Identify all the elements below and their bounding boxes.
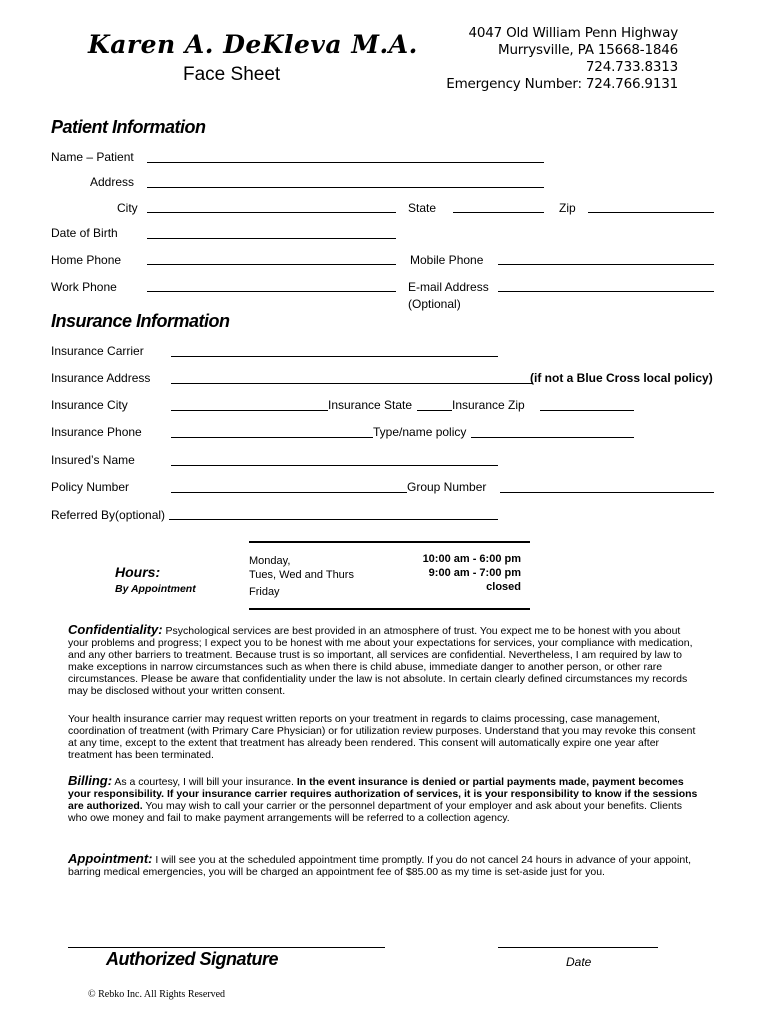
practitioner-name: Karen A. DeKleva M.A. xyxy=(88,30,418,59)
hours-top-rule xyxy=(249,541,530,543)
ins-zip-label: Insurance Zip xyxy=(452,398,525,412)
address-label: Address xyxy=(90,175,135,189)
form-title: Face Sheet xyxy=(183,64,281,85)
hours-days xyxy=(249,554,354,599)
home-phone-label: Home Phone xyxy=(51,253,122,267)
consent-text: Your health insurance carrier may request written reports on your treatment in regards to claims processing, case management, coordination of treatment (with Primary Care Physician) or for utilization review purposes. Understand that you may revoke this consent at any time, except to the extent that treatment has already been rendered. This consent will automatically expire one year after treatment has been terminated. xyxy=(68,713,696,761)
ins-city-label: Insurance City xyxy=(51,398,128,412)
work-phone-field[interactable] xyxy=(147,291,396,292)
referred-by-label: Referred By(optional) xyxy=(51,508,166,522)
billing-text-2: You may wish to call your carrier or the personnel department of your employer and ask about your benefits. Clients who owe money and fail to make payment arrangements will be referred to a collection agency. xyxy=(68,800,682,824)
hours-heading: Hours: xyxy=(115,564,161,580)
ins-address-note: (if not a Blue Cross local policy) xyxy=(530,371,713,385)
copyright-notice: © Rebko Inc. All Rights Reserved xyxy=(88,989,226,1000)
zip-field[interactable] xyxy=(588,212,714,213)
ins-address-field[interactable] xyxy=(171,383,533,384)
day-tue-thu: Tues, Wed and Thurs xyxy=(249,569,354,581)
time-friday: closed xyxy=(486,581,521,593)
carrier-field[interactable] xyxy=(171,356,498,357)
ins-phone-field[interactable] xyxy=(171,437,373,438)
time-tue-thu: 9:00 am - 7:00 pm xyxy=(428,567,521,579)
name-field[interactable] xyxy=(147,162,544,163)
ins-state-label: Insurance State xyxy=(328,398,413,412)
by-appointment: By Appointment xyxy=(115,583,196,595)
day-friday: Friday xyxy=(249,586,280,598)
group-number-label: Group Number xyxy=(407,480,487,494)
signature-label: Authorized Signature xyxy=(106,949,279,969)
dob-label: Date of Birth xyxy=(51,226,118,240)
confidentiality-paragraph xyxy=(68,624,702,697)
confidentiality-heading: Confidentiality: xyxy=(68,622,163,637)
ins-address-label: Insurance Address xyxy=(51,371,151,385)
time-monday: 10:00 am - 6:00 pm xyxy=(422,553,521,565)
work-phone-label: Work Phone xyxy=(51,280,117,294)
email-label: E-mail Address xyxy=(408,280,489,294)
practice-phone: 724.733.8313 xyxy=(585,59,678,75)
carrier-label: Insurance Carrier xyxy=(51,344,144,358)
home-phone-field[interactable] xyxy=(147,264,396,265)
policy-type-label: Type/name policy xyxy=(373,425,467,439)
confidentiality-text: Psychological services are best provided in an atmosphere of trust. You expect me to be honest with you about your problems and progress; I expect you to be honest with me about your expectations for services, your compliance with medication, and any other barriers to treatment. Because trust is so important, all services are confidential. Nevertheless, I am required by law to make exceptions in narrow circumstances such as when there is child abuse, immediate danger to another person, or other rare circumstances. Please be aware that confidentiality under the law is not absolute. In certain clearly defined circumstances my records may be disclosed without your written consent. xyxy=(68,625,693,697)
insured-name-field[interactable] xyxy=(171,465,498,466)
insured-name-label: Insured’s Name xyxy=(51,453,135,467)
date-label: Date xyxy=(566,955,592,969)
hours-bottom-rule xyxy=(249,608,530,610)
email-field[interactable] xyxy=(498,291,714,292)
policy-type-field[interactable] xyxy=(471,437,634,438)
city-field[interactable] xyxy=(147,212,396,213)
address-line-1: 4047 Old William Penn Highway xyxy=(468,25,678,41)
billing-text-1: As a courtesy, I will bill your insurance. xyxy=(112,776,297,788)
policy-number-field[interactable] xyxy=(171,492,407,493)
billing-bold-text: In the event insurance is denied or partial payments made, payment becomes your responsibility. If your insurance carrier requires authorization of services, it is your responsibility to know if the sessions are authorized. xyxy=(68,776,698,812)
dob-field[interactable] xyxy=(147,238,396,239)
email-optional: (Optional) xyxy=(408,297,461,311)
zip-label: Zip xyxy=(559,201,576,215)
ins-state-field[interactable] xyxy=(417,410,452,411)
appointment-text: I will see you at the scheduled appointment time promptly. If you do not cancel 24 hours in advance of your appoint, barring medical emergencies, you will be charged an appointment fee of $85.00 as my time is set-aside just for you. xyxy=(68,854,692,878)
date-field[interactable] xyxy=(498,947,658,948)
address-line-2: Murrysville, PA 15668-1846 xyxy=(498,42,678,58)
name-label: Name – Patient xyxy=(51,150,134,164)
consent-paragraph xyxy=(68,713,702,761)
mobile-phone-field[interactable] xyxy=(498,264,714,265)
appointment-heading: Appointment: xyxy=(68,851,153,866)
day-monday: Monday, xyxy=(249,555,291,567)
insurance-info-heading: Insurance Information xyxy=(51,311,230,331)
emergency-number: Emergency Number: 724.766.9131 xyxy=(446,76,678,92)
state-label: State xyxy=(408,201,437,215)
policy-number-label: Policy Number xyxy=(51,480,130,494)
ins-phone-label: Insurance Phone xyxy=(51,425,142,439)
state-field[interactable] xyxy=(453,212,544,213)
billing-paragraph xyxy=(68,775,702,824)
ins-zip-field[interactable] xyxy=(540,410,634,411)
ins-city-field[interactable] xyxy=(171,410,328,411)
billing-heading: Billing: xyxy=(68,773,113,788)
patient-info-heading: Patient Information xyxy=(51,117,206,137)
mobile-phone-label: Mobile Phone xyxy=(410,253,484,267)
hours-times xyxy=(423,552,521,594)
appointment-paragraph xyxy=(68,853,702,878)
group-number-field[interactable] xyxy=(500,492,714,493)
signature-field[interactable] xyxy=(68,947,385,948)
city-label: City xyxy=(117,201,138,215)
practice-address xyxy=(358,25,678,93)
address-field[interactable] xyxy=(147,187,544,188)
referred-by-field[interactable] xyxy=(169,519,498,520)
